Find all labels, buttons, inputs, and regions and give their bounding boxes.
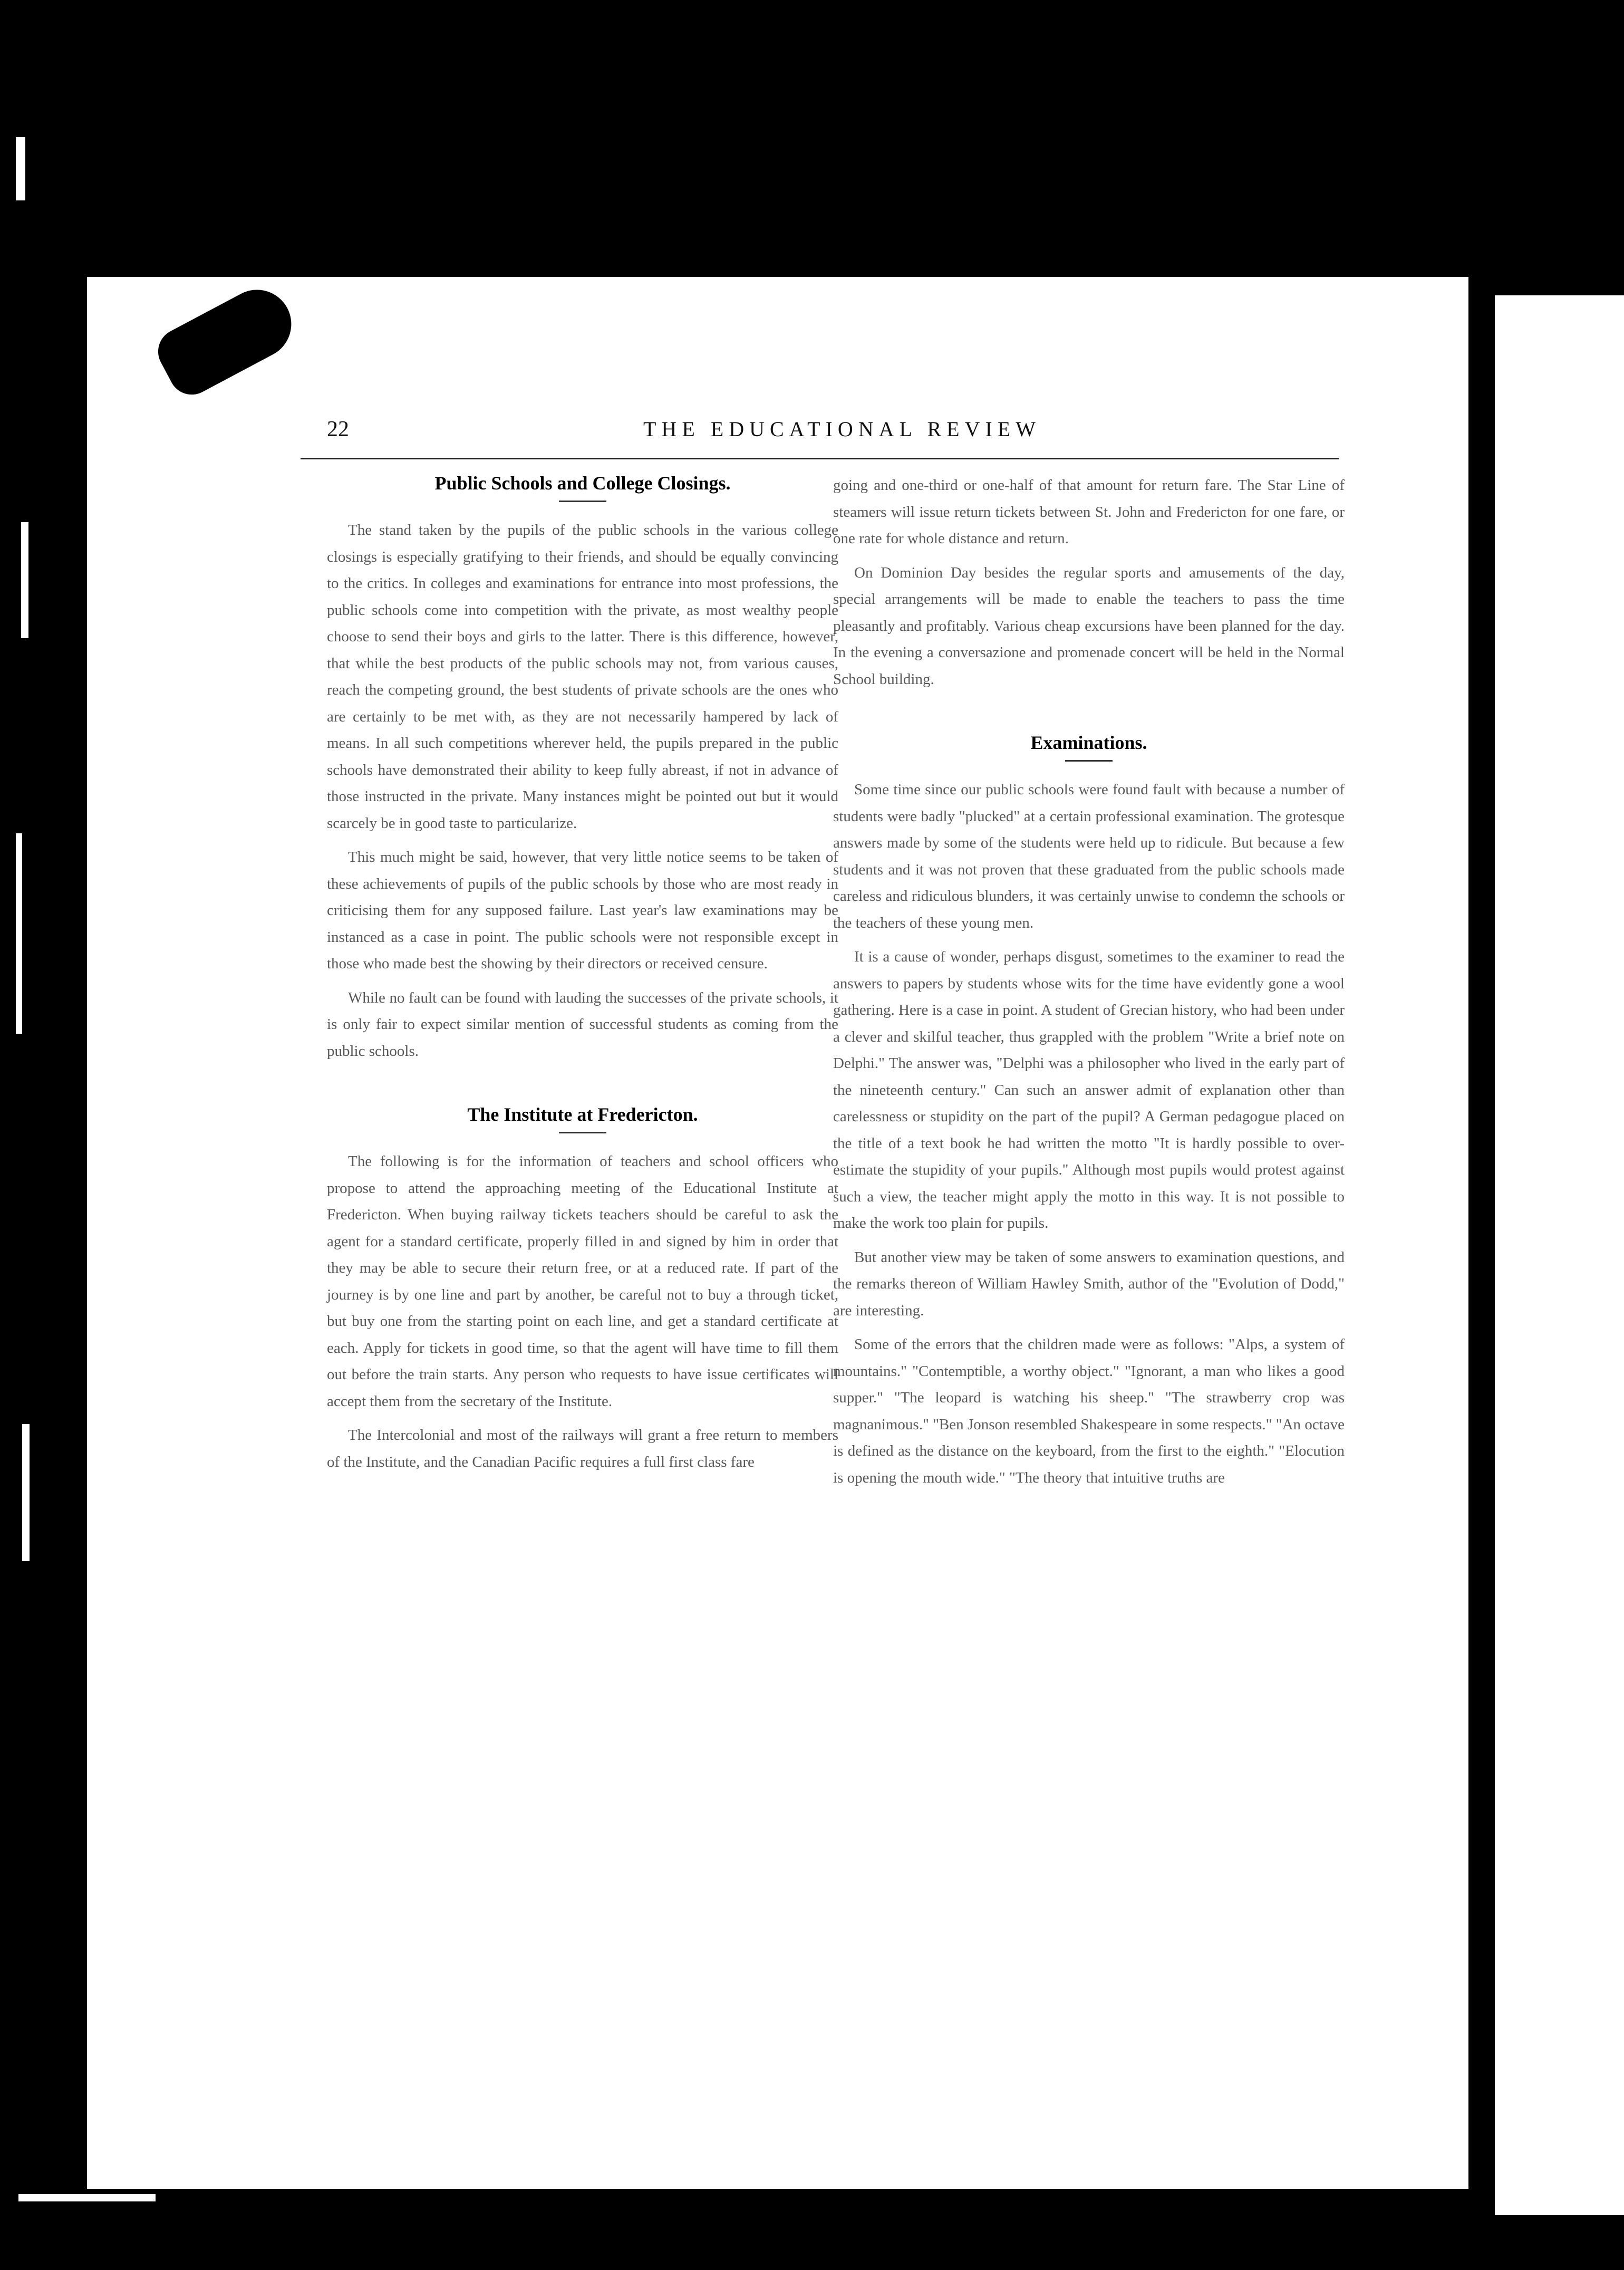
header-rule [301, 458, 1339, 459]
paragraph: On Dominion Day besides the regular sports and amusements of the day, special arrangements will be made to enable the teachers to pass the time pleasantly and profitably. Various cheap excursions have been planned for the day. In the evening a conversazione and promenade concert will be held in the Normal School building. [833, 564, 1345, 688]
page-header [327, 417, 1355, 448]
edge-speck [22, 1424, 30, 1561]
section-heading-institute: The Institute at Fredericton. [467, 1104, 698, 1125]
paragraph: The stand taken by the pupils of the public schools in the various college closings is especially gratifying to their friends, and should be equally convincing to the critics. In colleges and examinations for entrance into most professions, the public schools come into competition with the private, as most wealthy people choose to send their boys and girls to the latter. There is this difference, however, that while the best products of the public schools may not, from various causes, reach the competing ground, the best students of private schools are the ones who are certainly to be met with, as they are not necessarily hampered by lack of means. In all such competitions wherever held, the pupils prepared in the public schools have demonstrated their ability to keep fully abreast, if not in advance of those instructed in the private. Many instances might be pointed out but it would scarcely be in good taste to particularize. [327, 522, 838, 832]
edge-speck [16, 833, 22, 1034]
paragraph: going and one-third or one-half of that amount for return fare. The Star Line of steamers will issue return tickets between St. John and Fredericton for one fare, or one rate for whole distance and return. [833, 477, 1345, 547]
facing-page-edge [1495, 295, 1624, 2215]
section-heading-public-schools: Public Schools and College Closings. [434, 473, 731, 494]
paragraph: This much might be said, however, that very little notice seems to be taken of these achievements of pupils of the public schools by those who are most ready in criticising them for any supposed failure. Last year's law examinations may be instanced as a case in point. The public schools were not responsible except in those who made best the showing by their directors or received censure. [327, 849, 838, 972]
paragraph: But another view may be taken of some answers to examination questions, and the remarks thereon of William Hawley Smith, author of the "Evolution of Dodd," are interesting. [833, 1248, 1345, 1319]
heading-rule [1065, 760, 1113, 762]
running-head: THE EDUCATIONAL REVIEW [643, 417, 1041, 441]
paragraph: The following is for the information of teachers and school officers who propose to attend the approaching meeting of the Educational Institute at Fredericton. When buying railway tickets teachers should be careful to ask the agent for a standard certificate, properly filled in and signed by him in order that they may be able to secure their return free, or at a reduced rate. If part of the journey is by one line and part by another, be careful not to buy a through ticket, but buy one from the starting point on each line, and get a standard certificate at each. Apply for tickets in good time, so that the agent will have time to fill them out before the train starts. Any person who requests to have issue certificates will accept them from the secretary of the Institute. [327, 1153, 838, 1410]
paragraph: While no fault can be found with lauding the successes of the private schools, it is only fair to expect similar mention of successful students as coming from the public schools. [327, 989, 838, 1060]
page-number: 22 [327, 417, 349, 441]
left-column [327, 472, 838, 1483]
section-heading-examinations: Examinations. [1030, 732, 1147, 753]
paragraph: Some time since our public schools were found fault with because a number of students were badly "plucked" at a certain professional examination. The grotesque answers made by some of the students were held up to ridicule. But because a few students and it was not proven that these graduated from the public schools made careless and ridiculous blunders, it was certainly unwise to condemn the schools or the teachers of these young men. [833, 781, 1345, 931]
heading-rule [559, 501, 606, 502]
paragraph: The Intercolonial and most of the railways will grant a free return to members of the Institute, and the Canadian Pacific requires a full first class fare [327, 1427, 838, 1470]
edge-speck [16, 137, 25, 200]
right-column [833, 472, 1345, 1498]
paragraph: Some of the errors that the children made were as follows: "Alps, a system of mountains." "Contemptible, a worthy object." "Ignorant, a man who likes a good supper." "The leopard is watching his sheep." "The strawberry crop was magnanimous." "Ben Jonson resembled Shakespeare in some respects." "An octave is defined as the distance on the keyboard, from the first to the eighth." "Elocution is opening the mouth wide." "The theory that intuitive truths are [833, 1336, 1345, 1486]
heading-rule [559, 1132, 606, 1133]
edge-speck [18, 2194, 156, 2201]
edge-speck [21, 522, 28, 638]
paragraph: It is a cause of wonder, perhaps disgust, sometimes to the examiner to read the answers to papers by students whose wits for the time have evidently gone a wool gathering. Here is a case in point. A student of Grecian history, who had been under a clever and skilful teacher, thus grappled with the problem "Write a brief note on Delphi." The answer was, "Delphi was a philosopher who lived in the early part of the nineteenth century." Can such an answer admit of explanation other than carelessness or stupidity on the part of the pupil? A German pedagogue placed on the title of a text book he had written the motto "It is hardly possible to over-estimate the stupidity of your pupils." Although most pupils would protest against such a view, the teacher might apply the motto in this way. It is not possible to make the work too plain for pupils. [833, 948, 1345, 1232]
